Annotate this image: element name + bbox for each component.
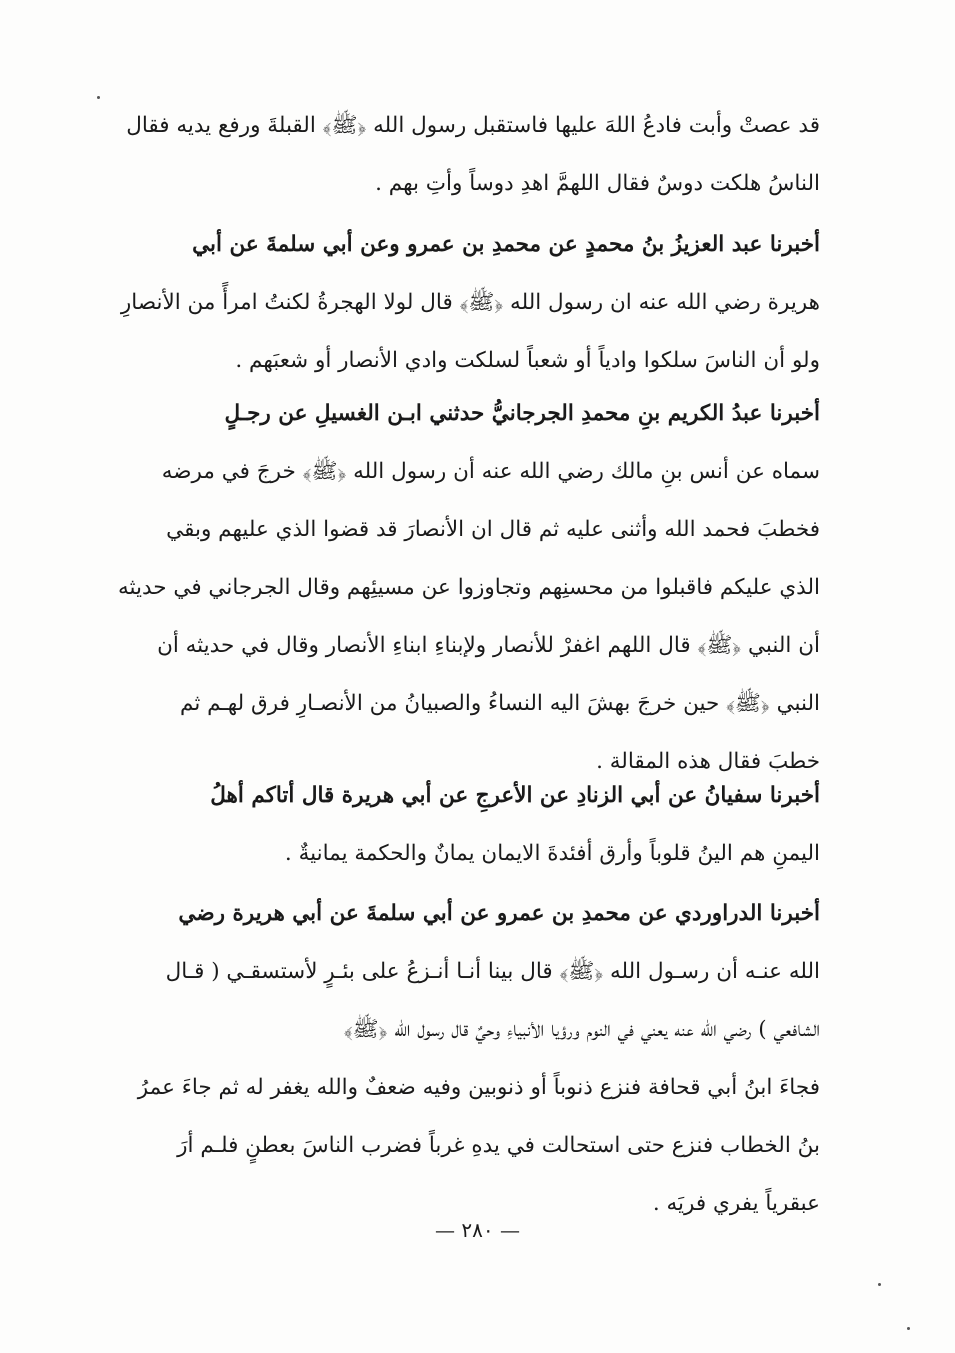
text-line: الناسُ هلكت دوسٌ فقال اللهمَّ اهدِ دوساً وأتِ بهم . xyxy=(375,171,820,196)
page-number: — ٢٨٠ — xyxy=(435,1218,520,1242)
text-line: أخبرنا سفيانُ عن أبي الزنادِ عن الأعرجِ عن أبي هريرة قال أتاكم أهلُ xyxy=(210,783,820,808)
text-line: هريرة رضي الله عنه ان رسول الله ﴿ﷺ﴾ قال لولا الهجرةُ لكنتُ امرأً من الأنصارِ xyxy=(120,290,820,315)
paragraph-5 xyxy=(112,885,820,1233)
text-line: أن النبي ﴿ﷺ﴾ قال اللهم اغفرْ للأنصار ولإبناءِ ابناءِ الأنصار وقال في حديثه أن xyxy=(157,633,820,658)
text-line: ولو أن الناسَ سلكوا وادياً أو شعباً لسلكت وادي الأنصار أو شعبَهم . xyxy=(235,348,820,373)
text-line: سماه عن أنس بنِ مالك رضي الله عنه أن رسول الله ﴿ﷺ﴾ خرجَ في مرضه xyxy=(161,459,820,484)
paragraph-3 xyxy=(112,385,820,791)
text-line: أخبرنا عبد العزيزُ بنُ محمدٍ عن محمدِ بن عمرو وعن أبي سلمةَ عن أبي xyxy=(192,232,820,257)
text-line: أخبرنا عبدُ الكريم بنِ محمدِ الجرجانيُّ حدثني ابـن الغسيلِ عن رجـلٍ xyxy=(224,401,820,426)
text-line: خطبَ فقال هذه المقالة . xyxy=(596,749,820,774)
text-line: اليمنِ هم الينُ قلوباً وأرق أفئدةَ الايمان يمانٌ والحكمة يمانيةٌ . xyxy=(284,841,820,866)
scan-speck xyxy=(878,1283,881,1286)
scan-speck xyxy=(907,1327,910,1330)
paragraph-2 xyxy=(112,216,820,390)
scan-speck xyxy=(97,96,100,99)
text-line: النبي ﴿ﷺ﴾ حين خرجَ بهشَ اليه النساءُ والصبيانُ من الأنصـارِ فرق لهـم ثم xyxy=(180,691,820,716)
text-line: عبقرياً يفري فريَه . xyxy=(652,1191,820,1216)
text-line: فخطبَ فحمد الله وأثنى عليه ثم قال ان الأنصارَ قد قضوا الذي عليهم وبقي xyxy=(166,517,820,542)
text-line: فجاءَ ابنُ أبي قحافة فنزع ذنوباً أو ذنوبين وفيه ضعفٌ والله يغفر له ثم جاءَ عمرُ xyxy=(137,1075,820,1100)
paragraph-4 xyxy=(112,767,820,883)
text-line: قد عصتْ وأبت فادعُ اللهَ عليها فاستقبل رسول الله ﴿ﷺ﴾ القبلةَ ورفع يديه فقال xyxy=(126,113,820,138)
paragraph-1 xyxy=(112,97,820,213)
text-line: الذي عليكم فاقبلوا من محسنِهم وتجاوزوا عن مسيئِهم وقال الجرجاني في حديثه xyxy=(117,575,820,600)
text-line: بنُ الخطاب فنزع حتى استحالت في يدهِ غرباً فضرب الناسَ بعطنٍ فلـم أرَ xyxy=(177,1133,820,1158)
text-line: أخبرنا الدراوردي عن محمدِ بن عمرو عن أبي سلمةَ عن أبي هريرة رضي xyxy=(178,901,820,926)
text-line: الله عنـه أن رسـول الله ﴿ﷺ﴾ قال بينا أنـا أنـزعُ على بئـرٍ لأستسقـي ( قـال xyxy=(165,959,820,984)
text-line: الشافعي ) رضي الله عنه يعني في النوم ورؤيا الأنبياءِ وحيٌ قال رسول الله ﴿ﷺ﴾ xyxy=(343,1017,820,1042)
